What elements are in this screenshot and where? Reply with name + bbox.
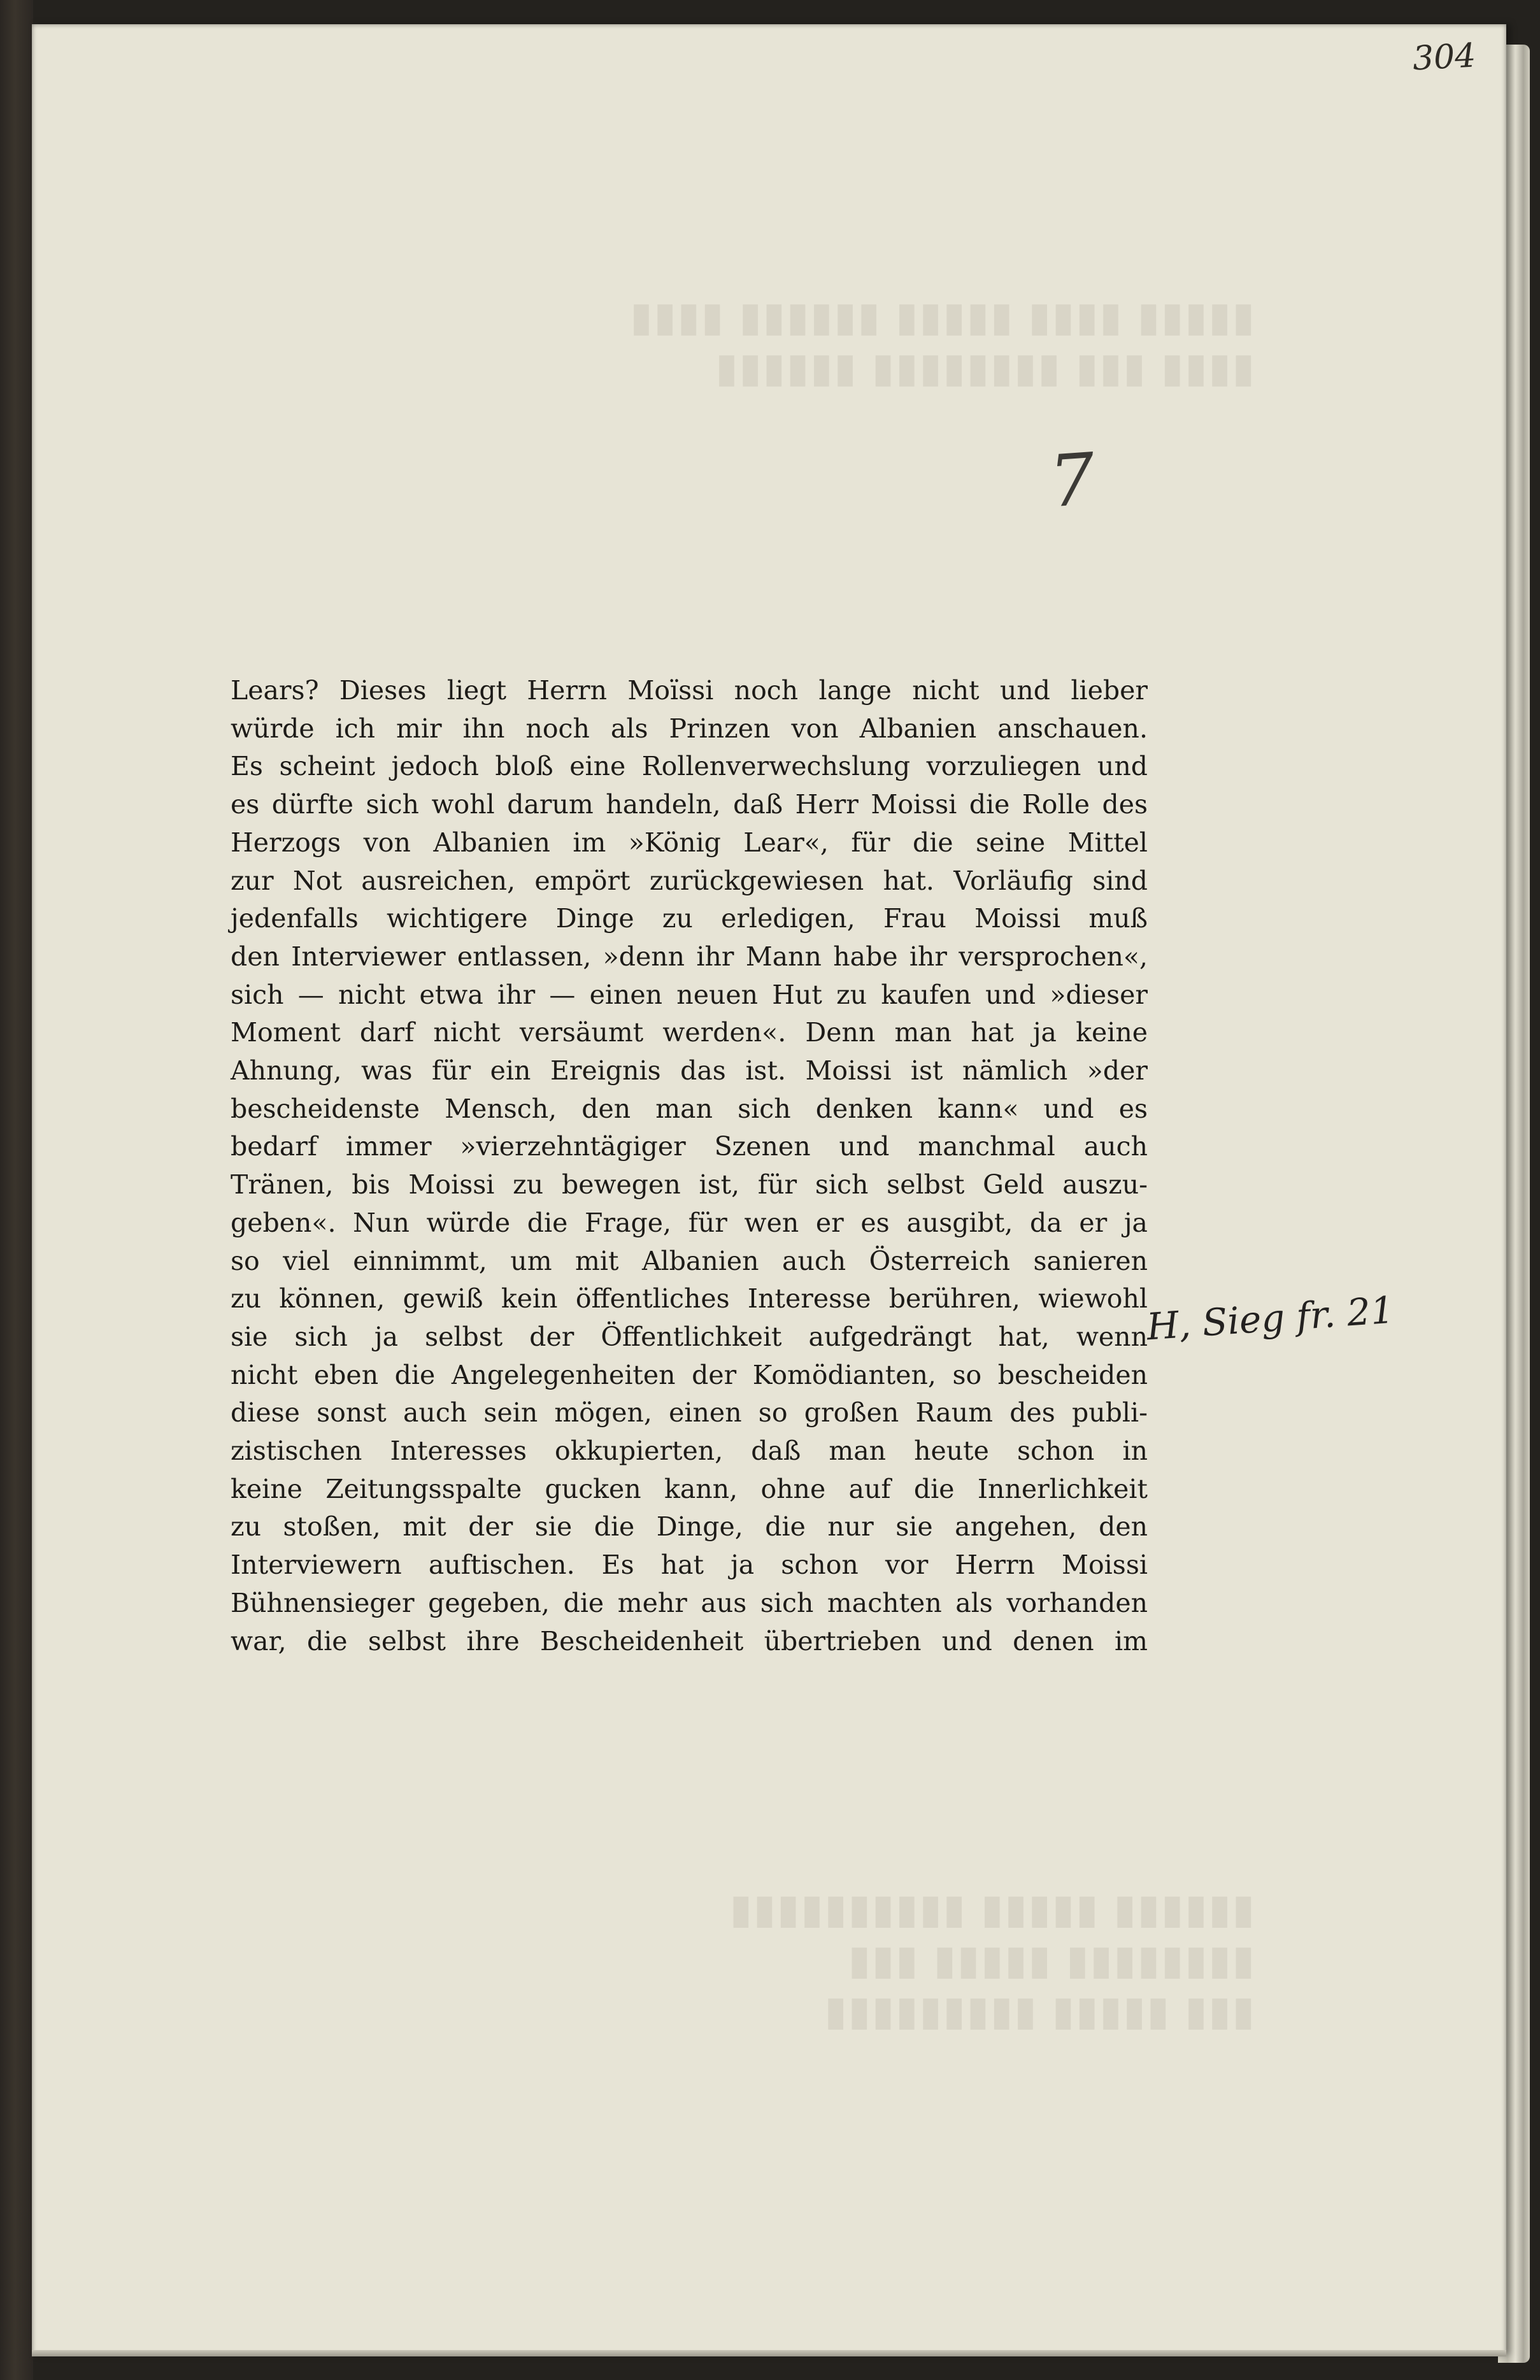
bleed-through-bottom: ▮▮▮▮▮▮ ▮▮▮▮▮ ▮▮▮▮▮▮▮▮▮▮ ▮▮▮▮▮▮▮▮ ▮▮▮▮▮ ▮▮▮ ▮▮▮ ▮▮▮▮▮ ▮▮▮▮▮▮▮▮▮ [728,1886,1255,2035]
page-bottom-edge [32,2350,1506,2356]
text-line: sich — nicht etwa ihr — einen neuen Hut zu kaufen und »dieser [231,979,1148,1010]
handwritten-margin-note: H, Sieg fr. 21 [1145,1288,1396,1349]
text-line: Tränen, bis Moissi zu bewegen ist, für sich selbst Geld auszu- [231,1169,1148,1201]
text-line: Herzogs von Albanien im »König Lear«, für die seine Mittel [231,827,1148,858]
text-line: diese sonst auch sein mögen, einen so großen Raum des publi- [231,1397,1148,1429]
text-line: zu stoßen, mit der sie die Dinge, die nur sie angehen, den [231,1511,1148,1543]
text-line: sie sich ja selbst der Öffentlichkeit aufgedrängt hat, wenn [231,1321,1148,1352]
binder-edge [0,0,33,2380]
text-line: es dürfte sich wohl darum handeln, daß Herr Moissi die Rolle des [231,789,1148,820]
text-line: zu können, gewiß kein öffentliches Interesse berühren, wiewohl [231,1283,1148,1315]
text-line: zistischen Interesses okkupierten, daß man heute schon in [231,1436,1148,1467]
bleed-through-top: ▮▮▮▮▮ ▮▮▮▮ ▮▮▮▮▮ ▮▮▮▮▮▮ ▮▮▮▮ ▮▮▮▮ ▮▮▮ ▮▮▮▮▮▮▮▮ ▮▮▮▮▮▮ [629,294,1255,392]
text-line: zur Not ausreichen, empört zurückgewiesen hat. Vorläufig sind [231,865,1148,896]
text-line: bescheidenste Mensch, den man sich denken kann« und es [231,1093,1148,1124]
pencil-page-mark: 7 [1046,438,1098,524]
text-line: so viel einnimmt, um mit Albanien auch Österreich sanieren [231,1245,1148,1276]
text-line: jedenfalls wichtigere Dinge zu erledigen, Frau Moissi muß [231,903,1148,934]
text-line: würde ich mir ihn noch als Prinzen von Albanien anschauen. [231,713,1148,744]
text-line: Interviewern auftischen. Es hat ja schon vor Herrn Moissi [231,1550,1148,1581]
text-line: Ahnung, was für ein Ereignis das ist. Moissi ist nämlich »der [231,1055,1148,1087]
text-line: Bühnensieger gegeben, die mehr aus sich machten als vorhanden [231,1587,1148,1618]
text-line: geben«. Nun würde die Frage, für wen er es ausgibt, da er ja [231,1207,1148,1238]
text-line: den Interviewer entlassen, »denn ihr Mann habe ihr versprochen«, [231,941,1148,972]
folio-number: 304 [1411,36,1477,78]
text-line: bedarf immer »vierzehntägiger Szenen und manchmal auch [231,1131,1148,1162]
text-line: Lears? Dieses liegt Herrn Moïssi noch lange nicht und lieber [231,675,1148,706]
text-line: keine Zeitungsspalte gucken kann, ohne auf die Innerlichkeit [231,1473,1148,1504]
text-line: war, die selbst ihre Bescheidenheit übertrieben und denen im [231,1625,1148,1657]
body-text [231,672,1148,1660]
text-line: Moment darf nicht versäumt werden«. Denn man hat ja keine [231,1017,1148,1048]
text-line: Es scheint jedoch bloß eine Rollenverwechslung vorzuliegen und [231,751,1148,782]
text-line: nicht eben die Angelegenheiten der Komödianten, so bescheiden [231,1359,1148,1390]
